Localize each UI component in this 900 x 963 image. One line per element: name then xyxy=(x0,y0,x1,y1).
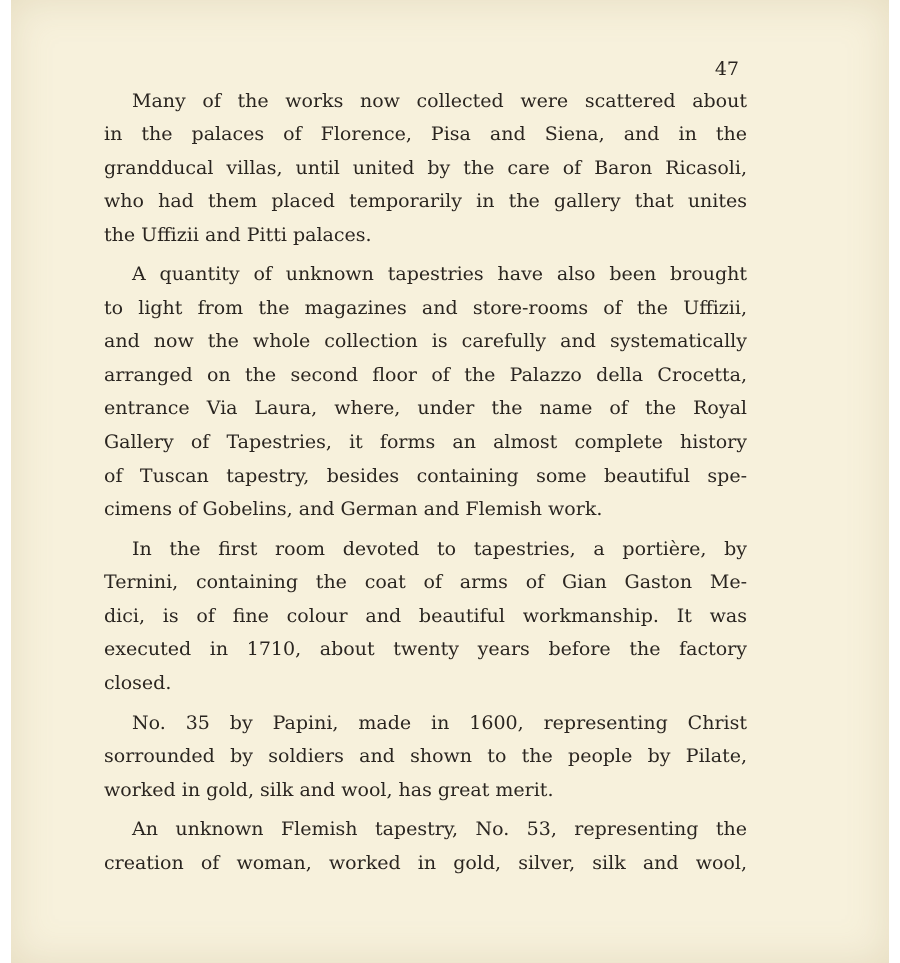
text-line: to light from the magazines and store-rooms of the Uffizii, xyxy=(104,296,747,319)
text-line: closed. xyxy=(104,672,172,695)
text-line: the Uffizii and Pitti palaces. xyxy=(104,223,372,246)
text-line: of Tuscan tapestry, besides containing some beautiful spe- xyxy=(104,464,747,487)
text-line: sorrounded by soldiers and shown to the people by Pilate, xyxy=(104,745,747,768)
paragraph-2 xyxy=(104,258,747,527)
paragraph-1 xyxy=(104,85,747,252)
paragraph-4 xyxy=(104,707,747,808)
text-line: Gallery of Tapestries, it forms an almost complete history xyxy=(104,430,747,453)
text-line: grandducal villas, until united by the care of Baron Ricasoli, xyxy=(104,156,747,179)
text-line: A quantity of unknown tapestries have also been brought xyxy=(132,262,747,285)
body-text xyxy=(104,85,747,887)
page-number: 47 xyxy=(714,58,739,80)
text-line: executed in 1710, about twenty years before the factory xyxy=(104,638,747,661)
text-line: dici, is of fine colour and beautiful workmanship. It was xyxy=(104,604,747,627)
text-line: and now the whole collection is carefully and systematically xyxy=(104,330,747,353)
text-line: worked in gold, silk and wool, has great merit. xyxy=(104,778,554,801)
text-line: arranged on the second floor of the Palazzo della Crocetta, xyxy=(104,363,747,386)
text-line: entrance Via Laura, where, under the name of the Royal xyxy=(104,397,747,420)
paragraph-3 xyxy=(104,533,747,701)
text-line: creation of woman, worked in gold, silver, silk and wool, xyxy=(104,852,747,875)
text-line: Ternini, containing the coat of arms of Gian Gaston Me- xyxy=(104,571,747,594)
text-line: who had them placed temporarily in the gallery that unites xyxy=(104,190,747,213)
paragraph-5 xyxy=(104,813,747,880)
text-line: in the palaces of Florence, Pisa and Siena, and in the xyxy=(104,123,747,146)
text-line: No. 35 by Papini, made in 1600, representing Christ xyxy=(132,711,747,734)
text-line: In the first room devoted to tapestries, a portière, by xyxy=(132,537,747,560)
text-line: cimens of Gobelins, and German and Flemish work. xyxy=(104,498,603,521)
text-line: Many of the works now collected were scattered about xyxy=(132,90,747,112)
book-page xyxy=(11,0,889,963)
text-line: An unknown Flemish tapestry, No. 53, representing the xyxy=(132,818,747,841)
